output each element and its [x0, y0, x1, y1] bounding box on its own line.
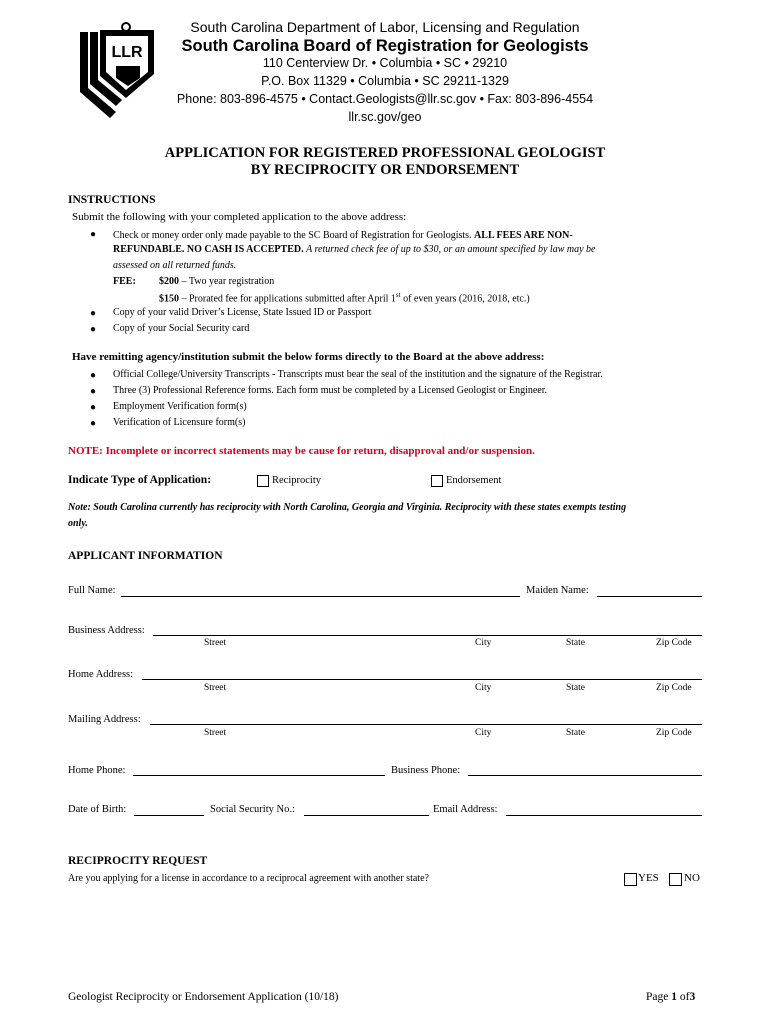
footer-of-word: of: [679, 991, 690, 1003]
instruction-item-1-line2: [113, 244, 673, 255]
header-address1: 110 Centerview Dr. • Columbia • SC • 29210: [262, 56, 508, 70]
reciprocity-note-line1: Note: South Carolina currently has reciprocity with North Carolina, Georgia and Virginia. Reciprocity with these states exempts testing: [68, 502, 627, 513]
instructions-heading: INSTRUCTIONS: [68, 194, 156, 206]
fee-2-text-b: of even years (2016, 2018, etc.): [400, 293, 530, 305]
reciprocity-note-line2: only.: [68, 518, 88, 529]
fee-2-amount: $150: [159, 293, 179, 305]
reciprocity-checkbox[interactable]: [257, 475, 269, 487]
remit-item-1: Official College/University Transcripts - Transcripts must bear the seal of the institution and the signature of the Registrar.: [113, 369, 603, 380]
home-street-label: Street: [204, 683, 227, 693]
header-website: llr.sc.gov/geo: [348, 110, 422, 124]
yes-checkbox[interactable]: [624, 873, 637, 886]
fee-label: FEE:: [113, 276, 136, 287]
form-title-line2: BY RECIPROCITY OR ENDORSEMENT: [250, 162, 520, 178]
mailing-city-label: City: [475, 728, 492, 738]
business-address-label: Business Address:: [68, 625, 145, 636]
mailing-street-label: Street: [204, 728, 227, 738]
fee-2: [159, 291, 530, 304]
endorsement-option-label: Endorsement: [446, 475, 502, 486]
reciprocity-question: Are you applying for a license in accordance to a reciprocal agreement with another state?: [68, 873, 429, 884]
home-city-label: City: [475, 683, 492, 693]
instruction-item-3: Copy of your Social Security card: [113, 323, 250, 334]
warning-note: NOTE: Incomplete or incorrect statements may be cause for return, disapproval and/or suspension.: [68, 445, 535, 457]
fee-2-sup: st: [395, 291, 401, 299]
business-state-label: State: [566, 638, 585, 648]
mailing-address-label: Mailing Address:: [68, 714, 141, 725]
business-address-field[interactable]: [153, 635, 702, 636]
remit-item-3: Employment Verification form(s): [113, 401, 247, 412]
footer-page-total: 3: [689, 991, 696, 1003]
ssn-field[interactable]: [304, 815, 429, 816]
instruction-item-1-line3: [113, 260, 236, 271]
instruction-item-2: Copy of your valid Driver’s License, State Issued ID or Passport: [113, 307, 372, 318]
instruction-item-1b: ALL FEES ARE NON-: [474, 230, 573, 241]
business-zip-label: Zip Code: [656, 638, 692, 648]
business-phone-field[interactable]: [468, 775, 702, 776]
logo-text: LLR: [111, 44, 143, 61]
bullet-icon: ●: [90, 402, 97, 413]
business-phone-label: Business Phone:: [391, 765, 461, 776]
mailing-address-field[interactable]: [150, 724, 702, 725]
footer-form-name: Geologist Reciprocity or Endorsement Application (10/18): [68, 991, 339, 1003]
bullet-icon: ●: [90, 229, 97, 240]
maiden-name-field[interactable]: [597, 596, 702, 597]
home-address-label: Home Address:: [68, 669, 134, 680]
home-state-label: State: [566, 683, 585, 693]
header-address2: P.O. Box 11329 • Columbia • SC 29211-1329: [261, 74, 509, 88]
instruction-item-1e: assessed on all returned funds.: [113, 260, 237, 271]
instruction-item-1d: A returned check fee of up to $30, or an amount specified by law may be: [306, 244, 596, 255]
form-title-line1: APPLICATION FOR REGISTERED PROFESSIONAL GEOLOGIST: [164, 145, 606, 161]
bullet-icon: ●: [90, 324, 97, 335]
header-department: South Carolina Department of Labor, Licensing and Regulation: [190, 19, 580, 35]
maiden-name-label: Maiden Name:: [526, 585, 589, 596]
applicant-heading: APPLICANT INFORMATION: [68, 550, 223, 562]
reciprocity-heading: RECIPROCITY REQUEST: [68, 855, 208, 867]
fee-1-amount: $200: [159, 276, 179, 287]
fee-1-text: – Two year registration: [181, 276, 275, 287]
fee-1: [159, 276, 274, 287]
bullet-icon: ●: [90, 386, 97, 397]
bullet-icon: ●: [90, 418, 97, 429]
no-checkbox[interactable]: [669, 873, 682, 886]
llr-logo: [76, 22, 161, 122]
yes-label: YES: [638, 872, 659, 884]
ssn-label: Social Security No.:: [210, 804, 295, 815]
llr-logo-graphic: [76, 22, 161, 122]
full-name-label: Full Name:: [68, 585, 116, 596]
full-name-field[interactable]: [121, 596, 520, 597]
header-board: South Carolina Board of Registration for Geologists: [181, 37, 589, 55]
fee-2-text-a: – Prorated fee for applications submitted after April 1: [181, 293, 396, 305]
dob-field[interactable]: [134, 815, 204, 816]
instruction-item-1: [113, 228, 673, 244]
application-type-label: Indicate Type of Application:: [68, 474, 212, 486]
endorsement-checkbox[interactable]: [431, 475, 443, 487]
header-contact: Phone: 803-896-4575 • Contact.Geologists@llr.sc.gov • Fax: 803-896-4554: [176, 92, 594, 106]
footer-page-current: 1: [671, 991, 677, 1003]
remit-item-4: Verification of Licensure form(s): [113, 417, 246, 428]
reciprocity-option-label: Reciprocity: [272, 475, 321, 486]
email-field[interactable]: [506, 815, 702, 816]
no-label: NO: [684, 872, 700, 884]
dob-label: Date of Birth:: [68, 804, 127, 815]
email-label: Email Address:: [433, 804, 498, 815]
instruction-item-1c: REFUNDABLE. NO CASH IS ACCEPTED.: [113, 244, 304, 255]
remit-heading: Have remitting agency/institution submit the below forms directly to the Board at the above address:: [72, 351, 545, 363]
mailing-zip-label: Zip Code: [656, 728, 692, 738]
home-phone-field[interactable]: [133, 775, 385, 776]
mailing-state-label: State: [566, 728, 585, 738]
bullet-icon: ●: [90, 370, 97, 381]
bullet-icon: ●: [90, 308, 97, 319]
footer-page-word: Page: [646, 991, 669, 1003]
home-zip-label: Zip Code: [656, 683, 692, 693]
remit-item-2: Three (3) Professional Reference forms. Each form must be completed by a Licensed Geologist or Engineer.: [113, 385, 548, 396]
business-street-label: Street: [204, 638, 227, 648]
instructions-intro: Submit the following with your completed application to the above address:: [72, 211, 407, 223]
business-city-label: City: [475, 638, 492, 648]
home-address-field[interactable]: [142, 679, 702, 680]
footer-page-number: [646, 991, 695, 1003]
home-phone-label: Home Phone:: [68, 765, 126, 776]
instruction-item-1a: Check or money order only made payable to the SC Board of Registration for Geologists.: [113, 230, 472, 241]
